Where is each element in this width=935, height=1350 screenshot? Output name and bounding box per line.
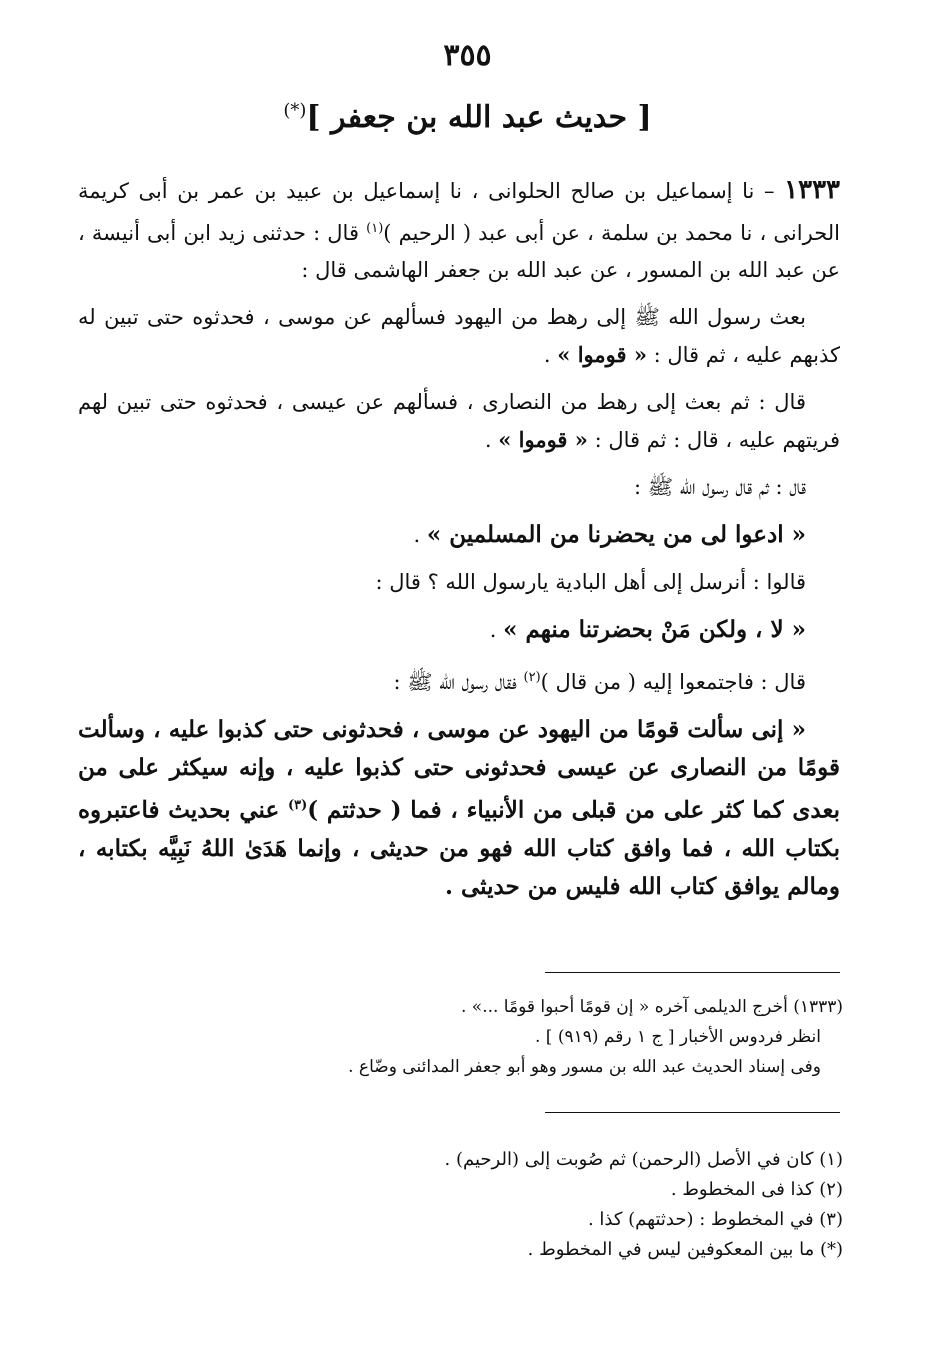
paragraph-1-text: بعث رسول الله ﷺ إلى رهط من اليهود فسألهم عن موسى ، فحدثوه حتى تبين له كذبهم عليه ، ثم قال : [78, 305, 840, 367]
takhrij-line-2: انظر فردوس الأخبار [ ج ١ رقم (٩١٩) ] . [534, 1027, 821, 1047]
section-title-text: [ حديث عبد الله بن جعفر ] [306, 100, 652, 135]
paragraph-2-end: . [484, 428, 499, 452]
page-number: ٣٥٥ [443, 38, 492, 73]
paragraph-4-end: . [413, 523, 427, 547]
hadith-number: ١٣٣٣ [784, 175, 840, 205]
paragraph-1-end: . [543, 343, 558, 367]
footnote-ref-2: (٢) [523, 670, 541, 685]
takhrij-divider [545, 972, 840, 973]
takhrij-line-3: وفى إسناد الحديث عبد الله بن مسور وهو أبو جعفر المدائنى وضّاع . [348, 1057, 821, 1077]
footnotes [143, 1145, 843, 1265]
paragraph-4-quote: « ادعوا لى من يحضرنا من المسلمين » [426, 521, 806, 548]
section-title-mark: (*) [283, 100, 307, 121]
paragraph-1 [78, 299, 840, 374]
paragraph-5: قالوا : أنرسل إلى أهل البادية يارسول الله ؟ قال : [375, 570, 806, 594]
footnote-2: (٢) كذا فى المخطوط . [670, 1179, 843, 1200]
paragraph-1-quote: « قوموا » [557, 342, 647, 367]
paragraph-6 [78, 611, 840, 649]
paragraph-3: قال : ثم قال رسول الله ﷺ : [634, 475, 806, 499]
paragraph-8-text-a: « إنى سألت قومًا من اليهود عن موسى ، فحدثونى حتى كذبوا عليه ، وسألت قومًا من النصارى عن عيسى فحدثونى حتى كذبوا عليه ، وإنه سيكثر على من بعدى كما كثر على من قبلى من الأنبياء ، فما ( حدثتم ) [78, 716, 840, 824]
isnad-text-b: قال : حدثنى زيد ابن أبى أنيسة ، عن عبد الله بن المسور ، عن عبد الله بن جعفر الهاشمى قال : [78, 221, 840, 282]
hadith-body [78, 172, 840, 916]
isnad-text-a: – نا إسماعيل بن صالح الحلوانى ، نا إسماعيل بن عبيد بن عمر بن أبى كريمة الحرانى ، نا محمد بن سلمة ، عن أبى عبد ( الرحيم ) [78, 179, 840, 245]
paragraph-7-text-b: فقال رسول الله ﷺ : [393, 670, 524, 694]
paragraph-8-text-b: عني بحديث فاعتبروه بكتاب الله ، فما وافق كتاب الله فهو من حديثى ، وإنما هَدَىٰ اللهُ نَبِيَّه بكتابه ، ومالم يوافق كتاب الله فليس من حديثى . [78, 796, 840, 900]
paragraph-2 [78, 384, 840, 459]
paragraph-7 [78, 659, 840, 701]
paragraph-2-text: قال : ثم بعث إلى رهط من النصارى ، فسألهم عن عيسى ، فحدثوه حتى تبين لهم فريتهم عليه ، قال : ثم قال : [78, 390, 840, 452]
footnote-ref-1: (١) [366, 221, 384, 236]
footnote-3: (٣) في المخطوط : (حدثتهم) كذا . [587, 1209, 843, 1230]
paragraph-8 [78, 711, 840, 906]
paragraph-7-text-a: قال : فاجتمعوا إليه ( من قال ) [540, 670, 806, 694]
takhrij-line-1: (١٣٣٣) أخرج الديلمى آخره « إن قومًا أحبوا قومًا ...» . [460, 997, 843, 1017]
takhrij-notes [143, 992, 843, 1082]
footnotes-divider [545, 1112, 840, 1113]
footnote-star: (*) ما بين المعكوفين ليس في المخطوط . [527, 1239, 843, 1260]
paragraph-6-quote: « لا ، ولكن مَنْ بحضرتنا منهم » [503, 616, 806, 643]
section-title [0, 100, 935, 135]
paragraph-2-quote: « قوموا » [498, 427, 588, 452]
paragraph-4 [78, 516, 840, 554]
footnote-ref-3: (٣) [287, 798, 308, 813]
isnad-paragraph [78, 172, 840, 289]
footnote-1: (١) كان في الأصل (الرحمن) ثم صُوبت إلى (الرحيم) . [444, 1149, 843, 1170]
paragraph-6-end: . [489, 618, 504, 642]
